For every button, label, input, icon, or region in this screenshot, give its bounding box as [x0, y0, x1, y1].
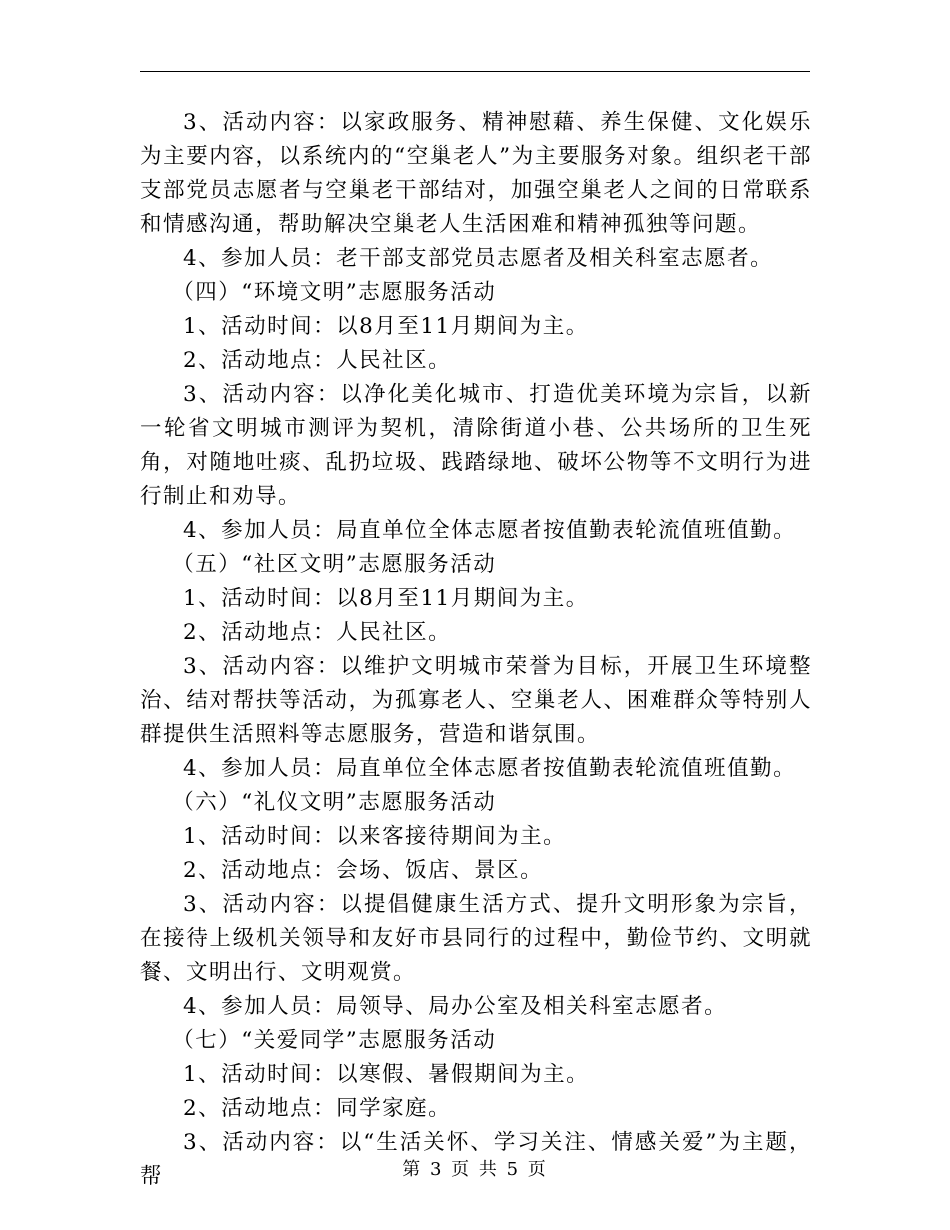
section-heading: （五）“社区文明”志愿服务活动: [172, 552, 497, 577]
paragraph: 2、活动地点：人民社区。: [183, 620, 452, 645]
paragraph: 4、参加人员：老干部支部党员志愿者及相关科室志愿者。: [183, 246, 774, 271]
paragraph: 2、活动地点：会场、饭店、景区。: [183, 858, 544, 883]
section-heading: （七）“关爱同学”志愿服务活动: [172, 1028, 497, 1053]
paragraph: 4、参加人员：局领导、局办公室及相关科室志愿者。: [183, 994, 728, 1019]
page-footer: 第 3 页 共 5 页: [402, 1159, 548, 1180]
paragraph: 3、活动内容：以提倡健康生活方式、提升文明形象为宗旨，在接待上级机关领导和友好市县同行的过程中，勤俭节约、文明就餐、文明出行、文明观赏。: [140, 892, 812, 985]
paragraph: 3、活动内容：以维护文明城市荣誉为目标，开展卫生环境整治、结对帮扶等活动，为孤寡老人、空巢老人、困难群众等特别人群提供生活照料等志愿服务，营造和谐氛围。: [140, 654, 812, 747]
paragraph: 2、活动地点：人民社区。: [183, 348, 452, 373]
paragraph: 3、活动内容：以净化美化城市、打造优美环境为宗旨，以新一轮省文明城市测评为契机，清除街道小巷、公共场所的卫生死角，对随地吐痰、乱扔垃圾、践踏绿地、破坏公物等不文明行为进行制止和劝导。: [140, 382, 812, 509]
header-rule: [140, 71, 810, 72]
paragraph: 1、活动时间：以寒假、暑假期间为主。: [183, 1062, 590, 1087]
paragraph: 3、活动内容：以家政服务、精神慰藉、养生保健、文化娱乐为主要内容，以系统内的“空巢老人”为主要服务对象。组织老干部支部党员志愿者与空巢老干部结对，加强空巢老人之间的日常联系和情感沟通，帮助解决空巢老人生活困难和精神孤独等问题。: [140, 110, 812, 237]
paragraph: 2、活动地点：同学家庭。: [183, 1096, 452, 1121]
paragraph: 1、活动时间：以8月至11月期间为主。: [183, 314, 589, 339]
paragraph: 3、活动内容：以“生活关怀、学习关注、情感关爱”为主题，帮: [140, 1130, 812, 1189]
section-heading: （六）“礼仪文明”志愿服务活动: [172, 790, 497, 815]
paragraph: 4、参加人员：局直单位全体志愿者按值勤表轮流值班值勤。: [183, 756, 797, 781]
section-heading: （四）“环境文明”志愿服务活动: [172, 280, 497, 305]
paragraph: 1、活动时间：以8月至11月期间为主。: [183, 586, 589, 611]
document-body: [140, 106, 812, 1194]
paragraph: 1、活动时间：以来客接待期间为主。: [183, 824, 567, 849]
paragraph: 4、参加人员：局直单位全体志愿者按值勤表轮流值班值勤。: [183, 518, 797, 543]
